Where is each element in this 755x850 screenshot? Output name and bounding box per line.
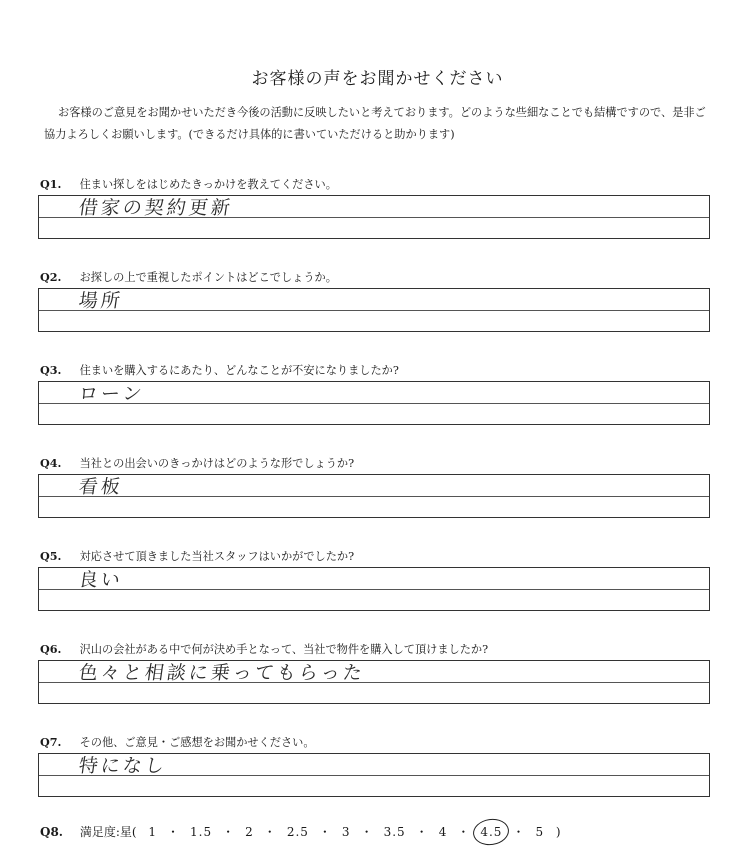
answer-box-6[interactable] [38, 660, 710, 704]
answer-box-3[interactable] [38, 381, 710, 425]
rating-separator: ・ [360, 825, 374, 839]
answer-box-5[interactable] [38, 567, 710, 611]
rating-separator: ・ [457, 825, 471, 839]
rating-option[interactable]: 3 [341, 825, 351, 839]
rating-option[interactable]: 1 [148, 825, 158, 839]
answer-box-4[interactable] [38, 474, 710, 518]
rating-separator: ・ [167, 825, 181, 839]
rating-separator: ・ [263, 825, 277, 839]
question-number: Q1. [40, 177, 62, 191]
rating-separator: ・ [318, 825, 332, 839]
question-number: Q8. [40, 825, 63, 839]
handwritten-answer: 良い [77, 569, 125, 591]
question-text: その他、ご意見・ご感想をお聞かせください。 [79, 736, 315, 749]
question-number: Q5. [40, 549, 62, 563]
rating-label: 満足度:星( [79, 825, 137, 839]
question-3 [40, 362, 399, 378]
rating-option[interactable]: 3.5 [383, 825, 406, 839]
question-number: Q4. [40, 456, 62, 470]
rating-separator: ・ [222, 825, 236, 839]
question-4 [40, 455, 354, 471]
rating-option[interactable]: 2.5 [286, 825, 309, 839]
question-number: Q3. [40, 363, 62, 377]
question-text: 住まい探しをはじめたきっかけを教えてください。 [79, 178, 337, 191]
question-7 [40, 734, 315, 750]
rating-option[interactable]: 4.5 [472, 825, 510, 839]
question-text: 当社との出会いのきっかけはどのような形でしょうか? [79, 457, 355, 470]
question-2 [40, 269, 337, 285]
satisfaction-rating [40, 823, 561, 840]
answer-box-7[interactable] [38, 753, 710, 797]
rating-separator: ・ [415, 825, 429, 839]
handwritten-answer: 特になし [77, 755, 169, 777]
intro-text: お客様のご意見をお聞かせいただき今後の活動に反映したいと考えております。どのような些細なことでも結構ですので、是非ご協力よろしくお願いします。(できるだけ具体的に書いていただけると助かります) [44, 106, 706, 141]
handwritten-answer: 看板 [77, 476, 125, 498]
handwritten-answer: 色々と相談に乗ってもらった [77, 662, 367, 684]
question-number: Q6. [40, 642, 62, 656]
answer-box-2[interactable] [38, 288, 710, 332]
question-number: Q7. [40, 735, 62, 749]
question-6 [40, 641, 488, 657]
handwritten-answer: ローン [77, 383, 146, 405]
handwritten-answer: 借家の契約更新 [77, 197, 235, 219]
answer-box-1[interactable] [38, 195, 710, 239]
rating-close-paren: ) [555, 825, 561, 839]
question-1 [40, 176, 337, 192]
handwritten-answer: 場所 [77, 290, 125, 312]
rating-option[interactable]: 4 [438, 825, 448, 839]
rating-options [140, 825, 552, 839]
rating-option[interactable]: 2 [245, 825, 254, 839]
question-number: Q2. [40, 270, 62, 284]
rating-separator: ・ [512, 825, 526, 839]
rating-option[interactable]: 5 [535, 825, 545, 839]
question-text: 対応させて頂きました当社スタッフはいかがでしたか? [79, 550, 355, 563]
page-title: お客様の声をお聞かせください [251, 69, 504, 89]
question-text: お探しの上で重視したポイントはどこでしょうか。 [79, 271, 337, 284]
question-5 [40, 548, 354, 564]
rating-option[interactable]: 1.5 [190, 825, 213, 839]
question-text: 住まいを購入するにあたり、どんなことが不安になりましたか? [79, 364, 399, 377]
question-text: 沢山の会社がある中で何が決め手となって、当社で物件を購入して頂けましたか? [79, 643, 489, 656]
